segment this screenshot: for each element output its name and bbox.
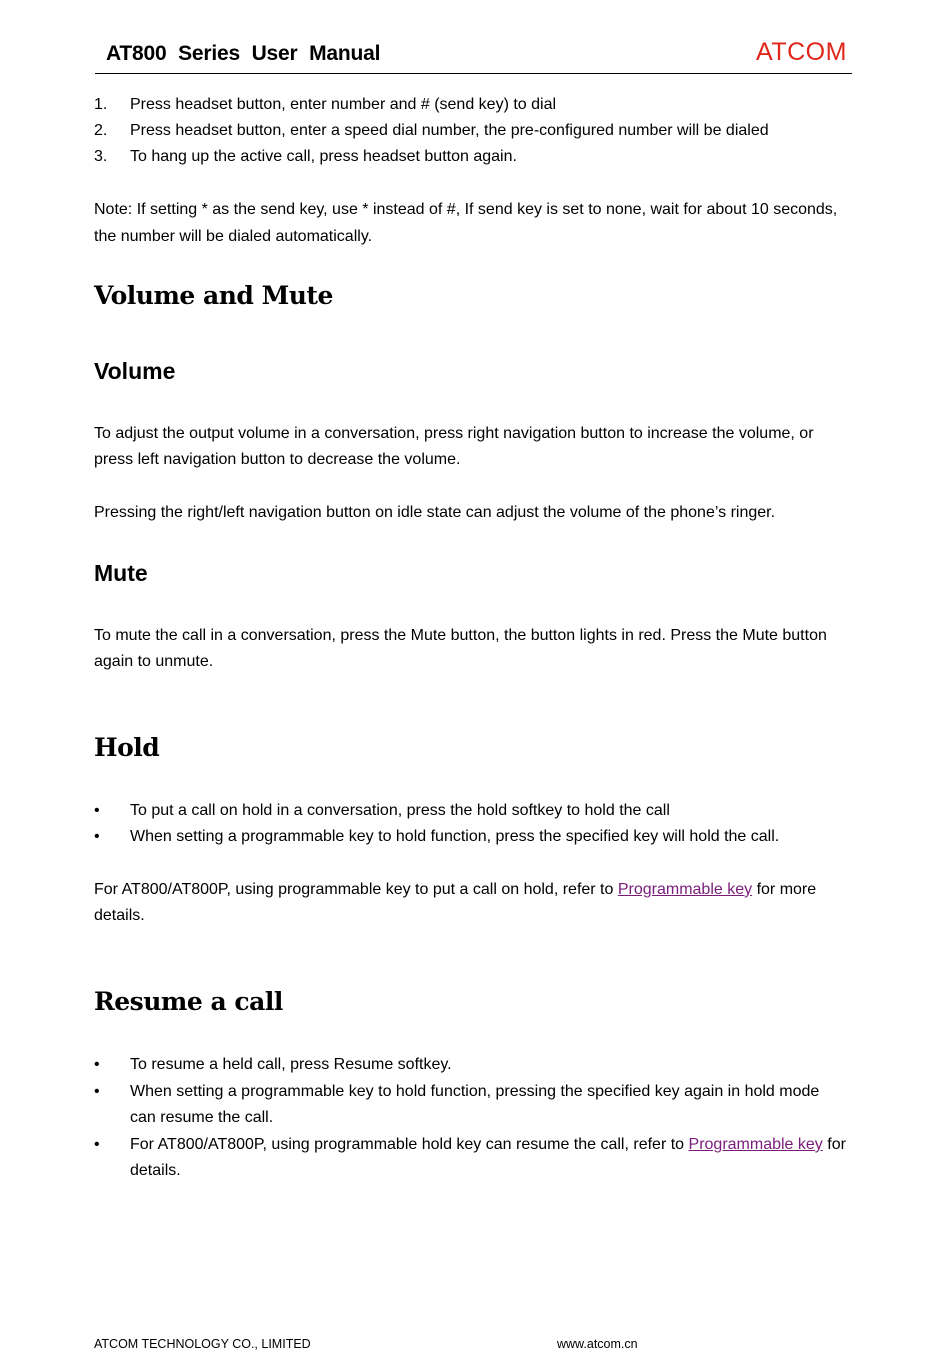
bullet-icon: • (94, 1083, 100, 1100)
paragraph-line: To adjust the output volume in a conversation, press right navigation button to increase the volume, or (94, 425, 814, 442)
paragraph-line (94, 877, 816, 904)
step-number: 2. (94, 122, 108, 139)
footer-website: www.atcom.cn (557, 1337, 638, 1351)
step-text: Press headset button, enter a speed dial number, the pre-configured number will be dialed (130, 122, 769, 139)
bullet-text: To resume a held call, press Resume softkey. (130, 1056, 452, 1073)
section-heading-volume-and-mute: Volume and Mute (94, 281, 333, 310)
paragraph-line: details. (94, 907, 145, 924)
bullet-text: When setting a programmable key to hold function, pressing the specified key again in hold mode (130, 1083, 820, 1100)
manual-title: AT800 Series User Manual (106, 42, 381, 65)
bullet-text-part: for (822, 1136, 846, 1153)
paragraph-line: again to unmute. (94, 653, 214, 670)
section-heading-resume-a-call: Resume a call (94, 987, 283, 1016)
bullet-text-part: For AT800/AT800P, using programmable hold key can resume the call, refer to (130, 1136, 689, 1153)
section-heading-hold: Hold (94, 733, 160, 762)
subsection-heading-volume: Volume (94, 358, 176, 384)
bullet-text (130, 1132, 846, 1159)
note-line: the number will be dialed automatically. (94, 228, 373, 245)
bullet-text: details. (130, 1162, 181, 1179)
bullet-icon: • (94, 802, 100, 819)
step-number: 1. (94, 96, 108, 113)
bullet-icon: • (94, 1056, 100, 1073)
step-number: 3. (94, 148, 108, 165)
paragraph-line: press left navigation button to decrease the volume. (94, 451, 461, 468)
bullet-icon: • (94, 828, 100, 845)
note-line: Note: If setting * as the send key, use * instead of #, If send key is set to none, wait for about 10 seconds, (94, 201, 838, 218)
bullet-text: When setting a programmable key to hold function, press the specified key will hold the call. (130, 828, 780, 845)
atcom-logo: ATCOM (756, 38, 847, 66)
paragraph-line: To mute the call in a conversation, press the Mute button, the button lights in red. Press the Mute button (94, 627, 827, 644)
step-text: Press headset button, enter number and # (send key) to dial (130, 96, 557, 113)
step-text: To hang up the active call, press headset button again. (130, 148, 517, 165)
bullet-text: To put a call on hold in a conversation, press the hold softkey to hold the call (130, 802, 670, 819)
header-divider (95, 73, 852, 74)
bullet-text: can resume the call. (130, 1109, 274, 1126)
programmable-key-link[interactable]: Programmable key (688, 1136, 823, 1153)
subsection-heading-mute: Mute (94, 560, 148, 586)
paragraph-line: Pressing the right/left navigation button on idle state can adjust the volume of the phone’s ringer. (94, 504, 776, 521)
programmable-key-link[interactable]: Programmable key (617, 881, 753, 898)
bullet-icon: • (94, 1136, 100, 1153)
footer-company: ATCOM TECHNOLOGY CO., LIMITED (94, 1337, 311, 1351)
paragraph-text: For AT800/AT800P, using programmable key to put a call on hold, refer to (94, 881, 618, 898)
paragraph-text: for more (752, 881, 817, 898)
